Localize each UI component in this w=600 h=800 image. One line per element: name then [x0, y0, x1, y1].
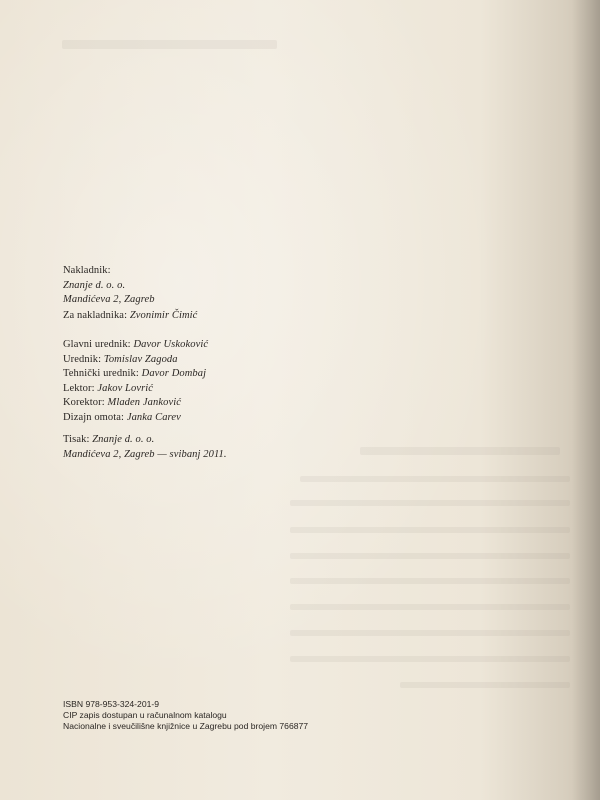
credit-value: Janka Carev	[126, 411, 181, 423]
credit-label: Tehnički urednik:	[63, 368, 139, 379]
publisher-name: Znanje d. o. o.	[63, 279, 126, 291]
credit-label: Urednik:	[63, 353, 102, 365]
show-through-line	[300, 476, 570, 482]
publisher-block	[63, 264, 155, 308]
credit-value: Jakov Lovrić	[97, 382, 154, 394]
staff-credits	[63, 338, 208, 425]
credit-label: Glavni urednik:	[63, 339, 131, 350]
print-address-date: Mandićeva 2, Zagreb — svibanj 2011.	[63, 448, 227, 460]
show-through-line	[290, 527, 570, 533]
credit-line	[63, 367, 208, 382]
cip-line: Nacionalne i sveučilišne knjižnice u Zagrebu pod brojem 766877	[63, 721, 309, 732]
publisher-label: Nakladnik:	[63, 265, 111, 276]
credit-label: Dizajn omota:	[63, 411, 125, 423]
credit-line	[63, 396, 208, 411]
credit-label: Korektor:	[63, 397, 105, 408]
credit-value: Mladen Janković	[107, 397, 181, 408]
cip-block	[63, 699, 308, 733]
credit-value: Tomislav Zagoda	[103, 353, 178, 365]
credit-value: Davor Uskoković	[133, 339, 209, 350]
credit-line	[63, 353, 208, 368]
show-through-line	[290, 630, 570, 636]
show-through-line	[290, 604, 570, 610]
show-through-line	[360, 447, 560, 455]
show-through-line	[290, 578, 570, 584]
for-publisher-value: Zvonimir Čimić	[129, 310, 198, 321]
credit-line	[63, 411, 208, 426]
credit-line	[63, 382, 208, 397]
show-through-line	[290, 656, 570, 662]
credit-value: Davor Dombaj	[141, 368, 207, 379]
print-block	[63, 433, 227, 462]
page-edge-shadow	[572, 0, 600, 800]
credit-label: Lektor:	[63, 382, 95, 394]
for-publisher-block	[63, 309, 197, 324]
isbn-line: ISBN 978-953-324-201-9	[63, 699, 160, 709]
cip-line: CIP zapis dostupan u računalnom katalogu	[63, 710, 227, 721]
for-publisher-label: Za nakladnika:	[63, 310, 128, 321]
print-value: Znanje d. o. o.	[92, 434, 155, 445]
credit-line	[63, 338, 208, 353]
print-label: Tisak:	[63, 434, 90, 445]
show-through-line	[62, 40, 277, 49]
show-through-line	[290, 500, 570, 506]
show-through-line	[290, 553, 570, 559]
show-through-line	[400, 682, 570, 688]
publisher-address: Mandićeva 2, Zagreb	[63, 294, 155, 305]
